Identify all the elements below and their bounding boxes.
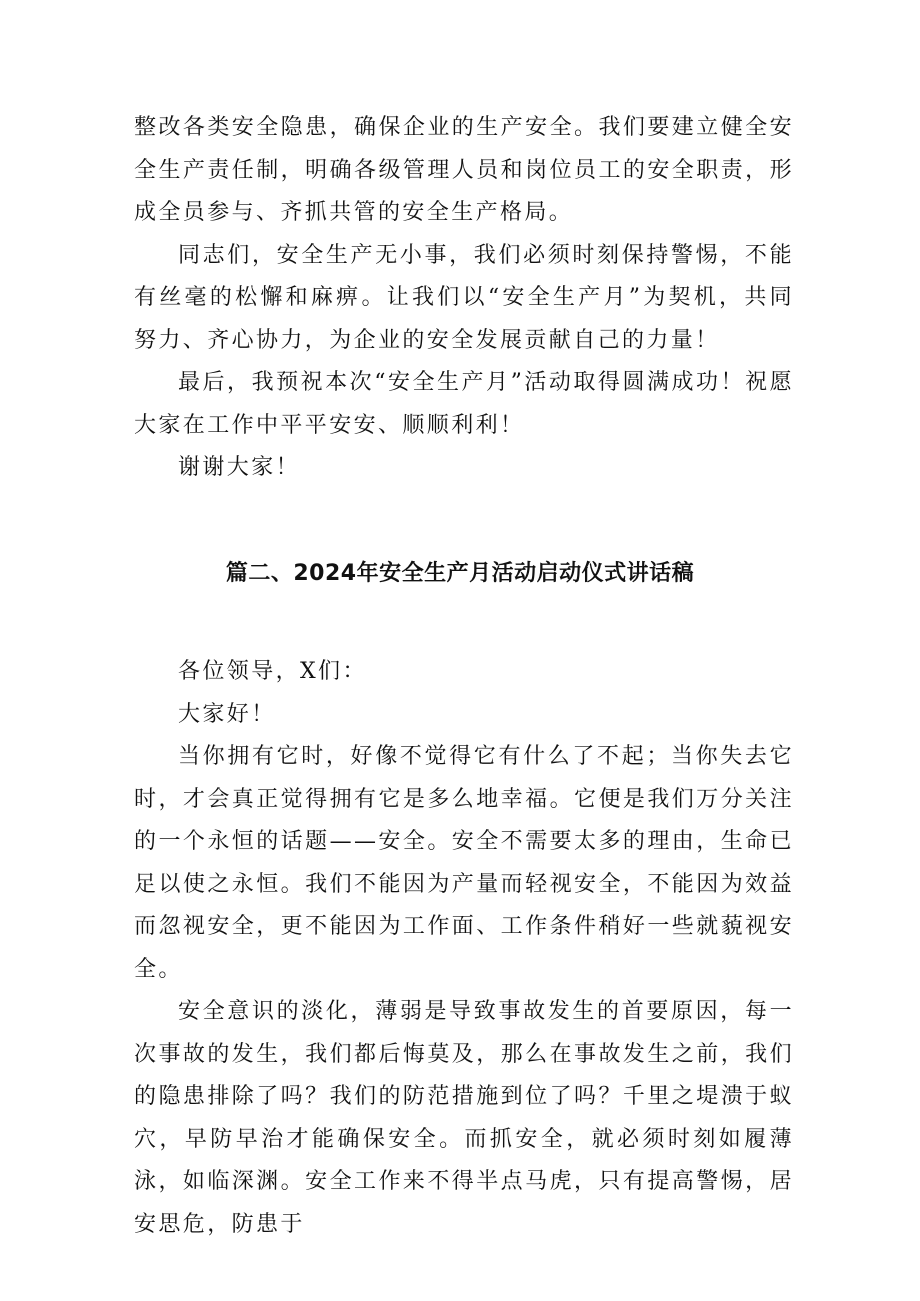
greeting: 大家好！ [178, 701, 276, 727]
body-paragraph: 安全意识的淡化，薄弱是导致事故发生的首要原因，每一次事故的发生，我们都后悔莫及，那么在事故发生之前，我们的隐患排除了吗？我们的防范措施到位了吗？千里之堤溃于蚁穴，早防早治才能确保安全。而抓安全，就必须时刻如履薄泳，如临深渊。安全工作来不得半点马虎，只有提高警惕，居安思危，防患于 [134, 999, 794, 1237]
bottom-text-section [134, 651, 794, 1246]
closing-thanks: 谢谢大家！ [178, 455, 301, 480]
top-text-section [134, 107, 794, 490]
section-title: 篇二、2024年安全生产月活动启动仪式讲话稿 [225, 561, 695, 586]
body-paragraph: 最后，我预祝本次“安全生产月”活动取得圆满成功！祝愿大家在工作中平平安安、顺顺利利！ [134, 370, 794, 438]
body-paragraph: 当你拥有它时，好像不觉得它有什么了不起；当你失去它时，才会真正觉得拥有它是多么地幸福。它便是我们万分关注的一个永恒的话题——安全。安全不需要太多的理由，生命已足以使之永恒。我们不能因为产量而轻视安全，不能因为效益而忽视安全，更不能因为工作面、工作条件稍好一些就藐视安全。 [134, 744, 794, 982]
salutation: 各位领导，X们： [178, 659, 367, 684]
body-paragraph: 同志们，安全生产无小事，我们必须时刻保持警惕，不能有丝毫的松懈和麻痹。让我们以“安全生产月”为契机，共同努力、齐心协力，为企业的安全发展贡献自己的力量！ [134, 242, 794, 353]
continued-paragraph: 整改各类安全隐患，确保企业的生产安全。我们要建立健全安全生产责任制，明确各级管理人员和岗位员工的安全职责，形成全员参与、齐抓共管的安全生产格局。 [134, 115, 794, 225]
